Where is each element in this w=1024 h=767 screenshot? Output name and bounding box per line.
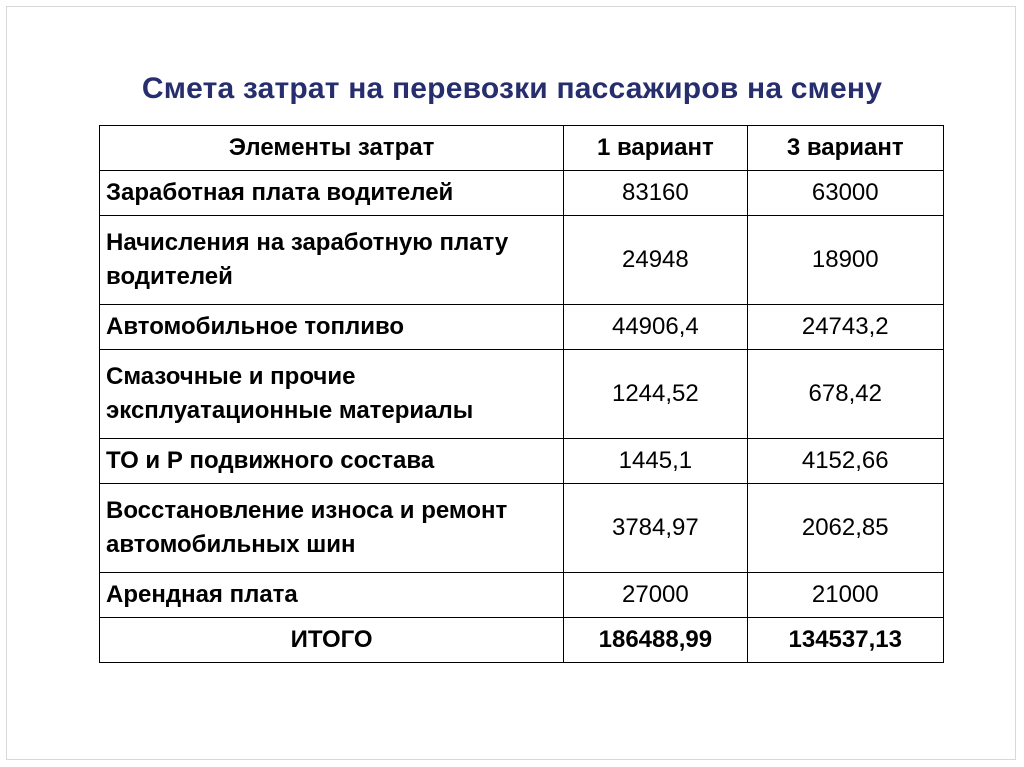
row-name: Восстановление износа и ремонт автомобильных шин [100, 484, 564, 573]
row-value-v3: 63000 [747, 171, 944, 216]
row-name: Смазочные и прочие эксплуатационные материалы [100, 350, 564, 439]
total-value-v3: 134537,13 [747, 618, 944, 663]
row-value-v1: 1445,1 [564, 439, 747, 484]
table-header-row [100, 126, 944, 171]
row-value-v1: 3784,97 [564, 484, 747, 573]
row-name: Арендная плата [100, 573, 564, 618]
row-name: Начисления на заработную плату водителей [100, 216, 564, 305]
row-value-v3: 18900 [747, 216, 944, 305]
row-value-v3: 678,42 [747, 350, 944, 439]
row-value-v3: 24743,2 [747, 305, 944, 350]
table-row [100, 216, 944, 305]
row-name: ТО и Р подвижного состава [100, 439, 564, 484]
total-row [100, 618, 944, 663]
row-value-v3: 21000 [747, 573, 944, 618]
cost-table [99, 125, 944, 663]
table-row [100, 573, 944, 618]
row-value-v1: 24948 [564, 216, 747, 305]
table-row [100, 171, 944, 216]
header-cost-elements: Элементы затрат [100, 126, 564, 171]
table-row [100, 439, 944, 484]
table-row [100, 484, 944, 573]
row-value-v1: 83160 [564, 171, 747, 216]
row-value-v1: 27000 [564, 573, 747, 618]
row-name: Автомобильное топливо [100, 305, 564, 350]
header-variant-3: 3 вариант [747, 126, 944, 171]
table-row [100, 350, 944, 439]
page-title: Смета затрат на перевозки пассажиров на смену [141, 72, 883, 105]
row-value-v3: 2062,85 [747, 484, 944, 573]
total-value-v1: 186488,99 [564, 618, 747, 663]
row-value-v3: 4152,66 [747, 439, 944, 484]
total-label: ИТОГО [100, 618, 564, 663]
row-name: Заработная плата водителей [100, 171, 564, 216]
header-variant-1: 1 вариант [564, 126, 747, 171]
table-row [100, 305, 944, 350]
row-value-v1: 1244,52 [564, 350, 747, 439]
row-value-v1: 44906,4 [564, 305, 747, 350]
